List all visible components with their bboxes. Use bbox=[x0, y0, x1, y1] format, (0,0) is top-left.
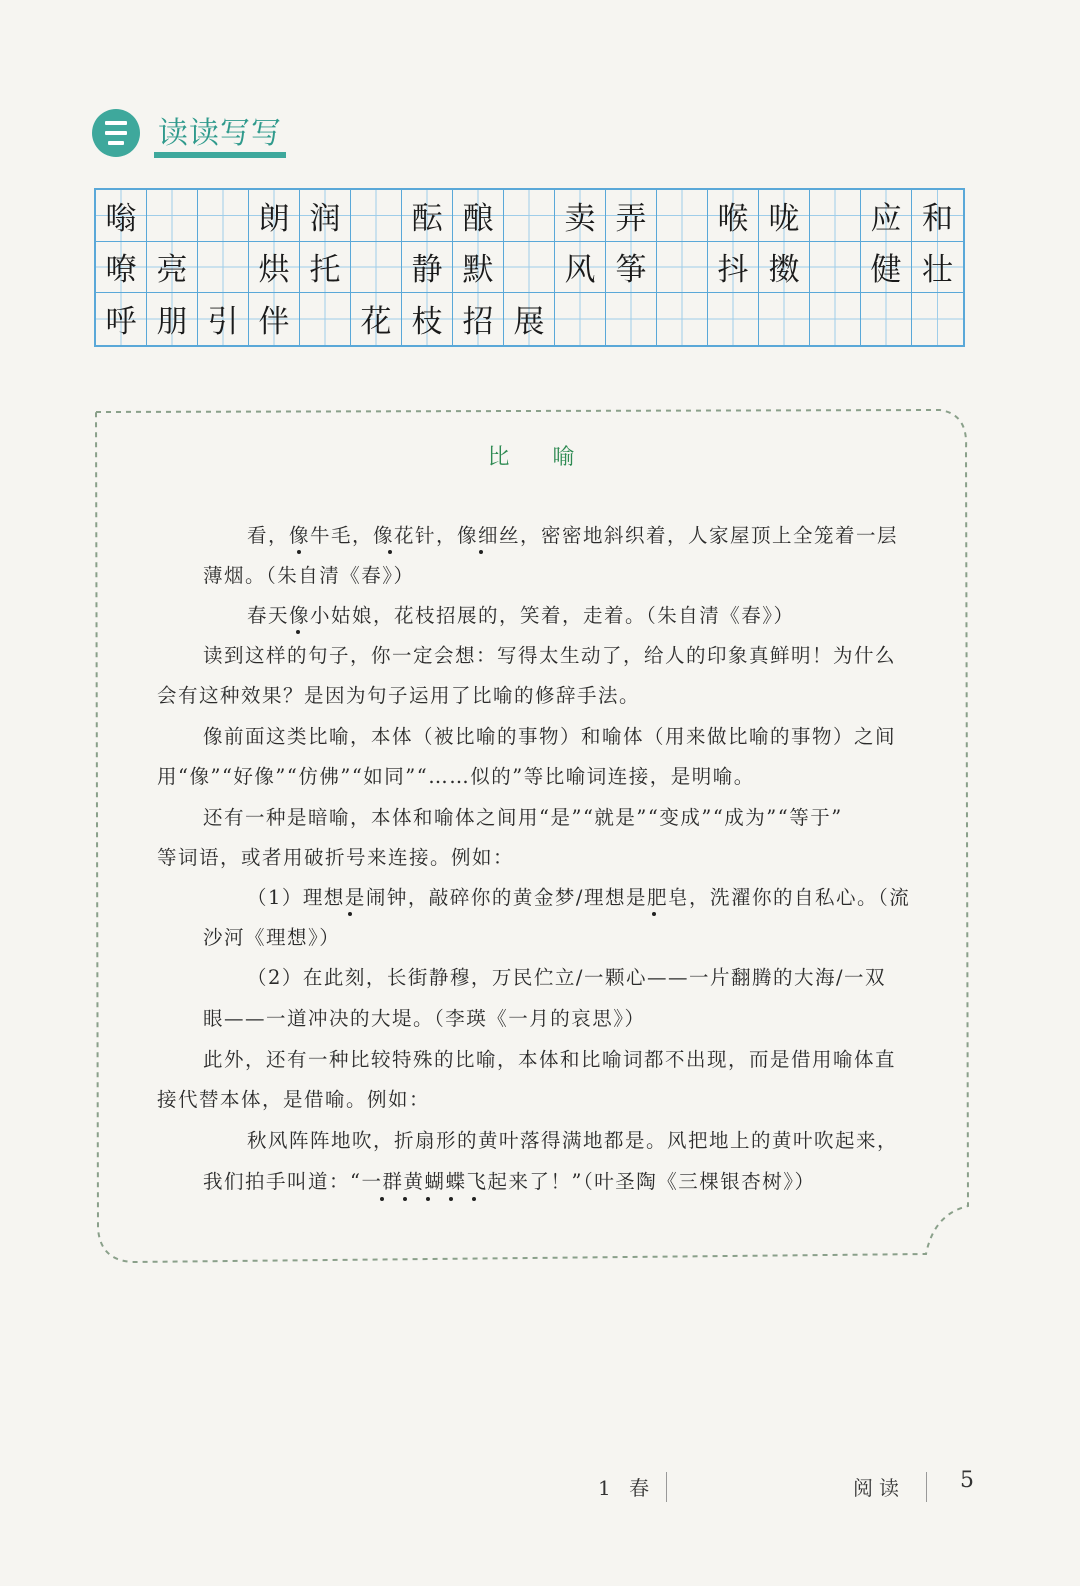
grid-cell: 壮 bbox=[912, 242, 963, 294]
grid-cell bbox=[198, 242, 249, 294]
grid-cell: 酝 bbox=[402, 190, 453, 242]
grid-cell bbox=[657, 190, 708, 242]
section-title: 读读写写 bbox=[158, 116, 282, 151]
para2-line1: 像前面这类比喻，本体（被比喻的事物）和喻体（用来做比喻的事物）之间 bbox=[203, 725, 897, 748]
grid-cell: 酿 bbox=[453, 190, 504, 242]
grid-cell bbox=[606, 293, 657, 345]
footer-divider bbox=[926, 1472, 927, 1502]
grid-cell: 和 bbox=[912, 190, 963, 242]
grid-cell: 朋 bbox=[147, 293, 198, 345]
grid-cell: 擞 bbox=[759, 242, 810, 294]
grid-cell: 咙 bbox=[759, 190, 810, 242]
emphasis-dot bbox=[449, 1197, 453, 1201]
grid-cell bbox=[351, 190, 402, 242]
grid-cell bbox=[504, 190, 555, 242]
grid-cell: 展 bbox=[504, 293, 555, 345]
emphasis-dot bbox=[388, 550, 392, 554]
para2-line2: 用“像”“好像”“仿佛”“如同”“……似的”等比喻词连接，是明喻。 bbox=[157, 765, 755, 788]
badge-bar-middle bbox=[105, 131, 127, 135]
para4-line2: 接代替本体，是借喻。例如： bbox=[157, 1088, 431, 1111]
emphasis-dot bbox=[426, 1197, 430, 1201]
grid-cell: 卖 bbox=[555, 190, 606, 242]
para4-line1: 此外，还有一种比较特殊的比喻，本体和比喻词都不出现，而是借用喻体直 bbox=[203, 1048, 897, 1071]
grid-cell: 花 bbox=[351, 293, 402, 345]
grid-cell: 默 bbox=[453, 242, 504, 294]
grid-cell: 枝 bbox=[402, 293, 453, 345]
example4-line1: （2）在此刻，长街静穆，万民伫立/一颗心——一片翻腾的大海/一双 bbox=[247, 966, 887, 989]
grid-cell bbox=[657, 242, 708, 294]
grid-cell bbox=[147, 190, 198, 242]
grid-cell: 健 bbox=[861, 242, 912, 294]
grid-cell bbox=[657, 293, 708, 345]
three-lines-badge-icon bbox=[105, 121, 127, 125]
grid-cell bbox=[810, 190, 861, 242]
grid-cell: 筝 bbox=[606, 242, 657, 294]
grid-cell bbox=[708, 293, 759, 345]
grid-cell: 嗡 bbox=[96, 190, 147, 242]
example2-line: 春天像小姑娘，花枝招展的，笑着，走着。（朱自清《春》） bbox=[247, 604, 795, 627]
grid-cell: 伴 bbox=[249, 293, 300, 345]
grid-cell: 喉 bbox=[708, 190, 759, 242]
grid-cell bbox=[810, 293, 861, 345]
grid-cell: 应 bbox=[861, 190, 912, 242]
grid-cell bbox=[300, 293, 351, 345]
grid-cell bbox=[912, 293, 963, 345]
grid-cell: 抖 bbox=[708, 242, 759, 294]
example1-line2: 薄烟。（朱自清《春》） bbox=[203, 564, 415, 587]
para1-line1: 读到这样的句子，你一定会想：写得太生动了，给人的印象真鲜明！为什么 bbox=[203, 644, 897, 667]
footer-divider bbox=[666, 1472, 667, 1502]
grid-cell: 风 bbox=[555, 242, 606, 294]
vocabulary-grid bbox=[94, 188, 965, 347]
grid-cell: 弄 bbox=[606, 190, 657, 242]
page-number: 5 bbox=[960, 1468, 974, 1493]
example1-line1: 看，像牛毛，像花针，像细丝，密密地斜织着，人家屋顶上全笼着一层 bbox=[247, 524, 899, 547]
para3-line1: 还有一种是暗喻，本体和喻体之间用“是”“就是”“变成”“成为”“等于” bbox=[203, 806, 843, 829]
grid-cell: 静 bbox=[402, 242, 453, 294]
footer-lesson-title: 1 春 bbox=[598, 1476, 656, 1500]
grid-cell bbox=[351, 242, 402, 294]
grid-cell bbox=[759, 293, 810, 345]
grid-cell bbox=[504, 242, 555, 294]
grid-cell: 润 bbox=[300, 190, 351, 242]
emphasis-dot bbox=[652, 912, 656, 916]
emphasis-dot bbox=[472, 1197, 476, 1201]
grid-cell bbox=[198, 190, 249, 242]
grid-cell: 朗 bbox=[249, 190, 300, 242]
grid-cell: 托 bbox=[300, 242, 351, 294]
emphasis-dot bbox=[348, 912, 352, 916]
example4-line2: 眼——一道冲决的大堤。（李瑛《一月的哀思》） bbox=[203, 1007, 646, 1030]
example5-line2: 我们拍手叫道：“一群黄蝴蝶飞起来了！”（叶圣陶《三棵银杏树》） bbox=[203, 1170, 816, 1193]
emphasis-dot bbox=[479, 550, 483, 554]
grid-cell: 呼 bbox=[96, 293, 147, 345]
example3-line2: 沙河《理想》） bbox=[203, 926, 341, 949]
emphasis-dot bbox=[297, 550, 301, 554]
footer-section-name: 阅读 bbox=[853, 1476, 905, 1500]
grid-cell bbox=[555, 293, 606, 345]
grid-cell: 引 bbox=[198, 293, 249, 345]
section-title-underline bbox=[154, 152, 286, 158]
grid-cell: 亮 bbox=[147, 242, 198, 294]
grid-cell bbox=[810, 242, 861, 294]
example5-line1: 秋风阵阵地吹，折扇形的黄叶落得满地都是。风把地上的黄叶吹起来， bbox=[247, 1129, 899, 1152]
knowledge-box-title: 比 喻 bbox=[487, 445, 593, 470]
emphasis-dot bbox=[296, 630, 300, 634]
grid-cell: 烘 bbox=[249, 242, 300, 294]
grid-cell bbox=[861, 293, 912, 345]
grid-cell: 嘹 bbox=[96, 242, 147, 294]
grid-cell: 招 bbox=[453, 293, 504, 345]
badge-bar-bottom bbox=[108, 141, 124, 145]
section-number-badge bbox=[92, 109, 140, 157]
example3-line1: （1）理想是闹钟，敲碎你的黄金梦/理想是肥皂，洗濯你的自私心。（流 bbox=[247, 886, 911, 909]
emphasis-dot bbox=[403, 1197, 407, 1201]
para3-line2: 等词语，或者用破折号来连接。例如： bbox=[157, 846, 515, 869]
emphasis-dot bbox=[380, 1197, 384, 1201]
para1-line2: 会有这种效果？是因为句子运用了比喻的修辞手法。 bbox=[157, 684, 641, 707]
